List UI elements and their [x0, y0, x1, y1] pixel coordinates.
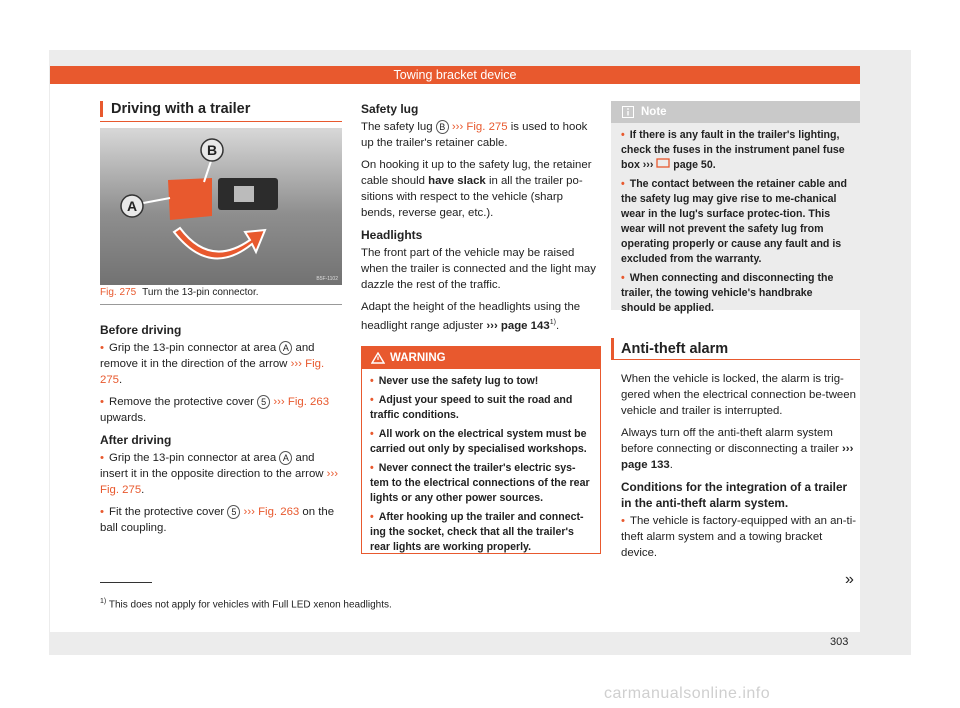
page-50-link[interactable]: page 50 [670, 159, 713, 171]
continued-mark: » [845, 571, 854, 588]
chapter-banner: Towing bracket device [50, 66, 860, 84]
figure-code: B5F-1102 [316, 276, 338, 282]
warning-list [362, 369, 600, 560]
fig-275-link[interactable]: ››› Fig. 275 [100, 358, 325, 386]
figure-number: Fig. 275 [100, 287, 137, 298]
fig-263-link[interactable]: ››› Fig. 263 [240, 506, 300, 518]
callout-b-label: B [206, 142, 218, 158]
headlights-paragraph-1: The front part of the vehicle may be raised when the trailer is connected and the light may dazzle the rest of the traffic. [361, 247, 596, 291]
badge-a: A [279, 341, 292, 355]
warning-item: • Adjust your speed to suit the road and traffic conditions. [370, 393, 592, 423]
after-step-2: • Fit the protective cover 5 ››› Fig. 263 on the ball coupling. [100, 504, 342, 536]
note-box [611, 101, 860, 314]
note-item: • The contact between the retainer cable and the safety lug may give rise to me-chanical wear in the lug's surface protec-tion. This wear will not prevent the safety lug from operating properly or cause any fault and is excluded from the warranty. [621, 177, 850, 267]
left-column-text [100, 316, 342, 542]
badge-5: 5 [257, 395, 270, 409]
before-step-1: • Grip the 13-pin connector at area A and remove it in the direction of the arrow ››› Fig. 275. [100, 340, 342, 388]
alarm-paragraph-1: When the vehicle is locked, the alarm is trig-gered when the electrical connection be-tween vehicle and trailer is interrupted. [621, 373, 856, 417]
warning-header [362, 347, 600, 369]
fig-275-link[interactable]: ››› Fig. 275 [448, 121, 508, 133]
fig-275-link[interactable]: ››› Fig. 275 [100, 468, 339, 496]
after-step-1: • Grip the 13-pin connector at area A and insert it in the opposite direction to the arrow ››› Fig. 275. [100, 450, 342, 498]
page-133-link[interactable]: ››› page 133 [621, 443, 854, 471]
warning-item: • After hooking up the trailer and connect-ing the socket, check that all the trailer's rear lights are working properly. [370, 510, 592, 555]
middle-column-text [361, 101, 599, 340]
warning-item: • All work on the electrical system must be carried out only by specialised workshops. [370, 427, 592, 457]
badge-a: A [279, 451, 292, 465]
watermark: carmanualsonline.info [604, 685, 771, 702]
safety-paragraph-2: On hooking it up to the safety lug, the retainer cable should have slack in all the trailer po-sitions with respect to the vehicle (sharp bends, reverse gear, etc.). [361, 159, 592, 219]
conditions-item: • The vehicle is factory-equipped with an an-ti-theft alarm system and a towing bracket device. [621, 513, 859, 561]
note-header [611, 101, 860, 123]
figure-275 [100, 128, 342, 305]
connector-illustration [100, 128, 342, 285]
warning-item: • Never connect the trailer's electric sys-tem to the electrical connections of the rear lights or any other power sources. [370, 461, 592, 506]
warning-title: WARNING [390, 352, 446, 364]
figure-caption [100, 287, 259, 298]
info-icon [622, 106, 634, 118]
before-step-2: • Remove the protective cover 5 ››› Fig. 263 upwards. [100, 394, 342, 426]
headlights-paragraph-2: Adapt the height of the headlights using the headlight range adjuster ››› page 143$^{1)}$. [361, 301, 581, 332]
headlights-title: Headlights [361, 228, 423, 242]
footnote-rule [100, 582, 152, 583]
fig-263-link[interactable]: ››› Fig. 263 [270, 396, 330, 408]
fuse-box-icon [656, 158, 670, 168]
safety-lug-title: Safety lug [361, 102, 419, 116]
page-number: 303 [830, 636, 849, 648]
safety-paragraph-1: The safety lug B ››› Fig. 275 is used to hook up the trailer's retainer cable. [361, 121, 588, 149]
connector-plug [168, 178, 212, 220]
section-title-anti-theft: Anti-theft alarm [621, 341, 729, 357]
after-driving-title: After driving [100, 433, 172, 447]
callout-a-label: A [126, 198, 138, 214]
figure-caption-text: Turn the 13-pin connector. [142, 287, 259, 298]
warning-icon [371, 352, 385, 364]
socket-pins [234, 186, 254, 202]
section-marker [611, 338, 614, 360]
right-column-text [621, 371, 859, 567]
footnote: $^{1)}$ This does not apply for vehicles with Full LED xenon headlights. [100, 598, 392, 611]
page-143-link[interactable]: ››› page 143 [486, 319, 550, 332]
badge-5: 5 [227, 505, 240, 519]
section-rule [611, 359, 860, 360]
conditions-title: Conditions for the integration of a trailer in the anti-theft alarm system. [621, 480, 848, 510]
section-title-driving: Driving with a trailer [100, 101, 250, 117]
warning-item: • Never use the safety lug to tow! [370, 374, 592, 389]
before-driving-title: Before driving [100, 323, 182, 337]
alarm-paragraph-2: Always turn off the anti-theft alarm system before connecting or disconnecting a trailer ››› page 133. [621, 427, 854, 471]
connector-photo [100, 128, 342, 285]
note-list [611, 123, 860, 321]
badge-b: B [436, 120, 449, 134]
section-rule [100, 121, 342, 122]
note-item: • If there is any fault in the trailer's lighting, check the fuses in the instrument panel fuse box ››› page 50. [621, 128, 850, 173]
note-item: • When connecting and disconnecting the trailer, the towing vehicle's handbrake should be applied. [621, 271, 850, 316]
warning-box [361, 346, 601, 554]
note-title: Note [641, 106, 667, 118]
